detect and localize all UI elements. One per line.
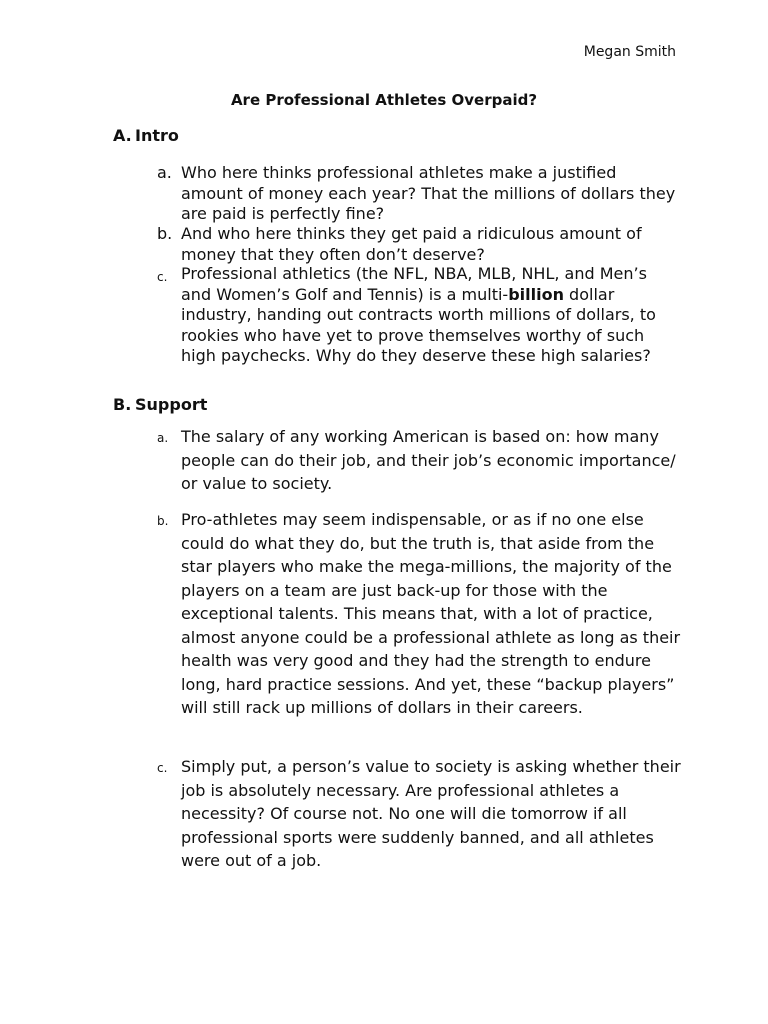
list-marker: c. [157,270,168,284]
bold-emphasis: billion [508,284,564,304]
section-support-heading [113,395,207,415]
list-item-text: The salary of any working American is based on: how many people can do their job, and their job’s economic importance/ or value to society. [181,427,676,493]
list-marker: a. [157,163,172,182]
text-run: Professional athletics (the NFL, NBA, MLB, NHL, and Men’s and Women’s Golf and Tennis) is a multi- [181,264,647,304]
list-marker: c. [157,761,168,775]
list-item-text [181,264,681,367]
author-name: Megan Smith [583,44,676,60]
list-item-text: Simply put, a person’s value to society is asking whether their job is absolutely necessary. Are professional athletes a necessity? Of course not. No one will die tomorrow if all professional sports were suddenly banned, and all athletes were out of a job. [181,757,681,870]
section-intro-label: Intro [135,126,179,145]
section-support-label: Support [135,395,208,414]
section-intro-heading [113,126,179,146]
list-marker: a. [157,431,169,445]
text-run: dollar industry, handing out contracts worth millions of dollars, to rookies who have yet to prove themselves worthy of such high paychecks. Why do they deserve these high salaries? [181,284,656,365]
document-title: Are Professional Athletes Overpaid? [230,91,538,109]
list-marker: b. [157,224,173,243]
section-support-marker: B. [113,395,132,414]
section-intro-marker: A. [113,126,132,145]
list-marker: b. [157,514,169,528]
list-item-text: And who here thinks they get paid a ridiculous amount of money that they often don’t deserve? [181,224,642,264]
list-item-text: Who here thinks professional athletes make a justified amount of money each year? That the millions of dollars they are paid is perfectly fine? [181,163,676,223]
list-item-text: Pro-athletes may seem indispensable, or as if no one else could do what they do, but the truth is, that aside from the star players who make the mega-millions, the majority of the players on a team are just back-up for those with the exceptional talents. This means that, with a lot of practice, almost anyone could be a professional athlete as long as their health was very good and they had the strength to endure long, hard practice sessions. And yet, these “backup players” will still rack up millions of dollars in their careers. [181,510,681,717]
